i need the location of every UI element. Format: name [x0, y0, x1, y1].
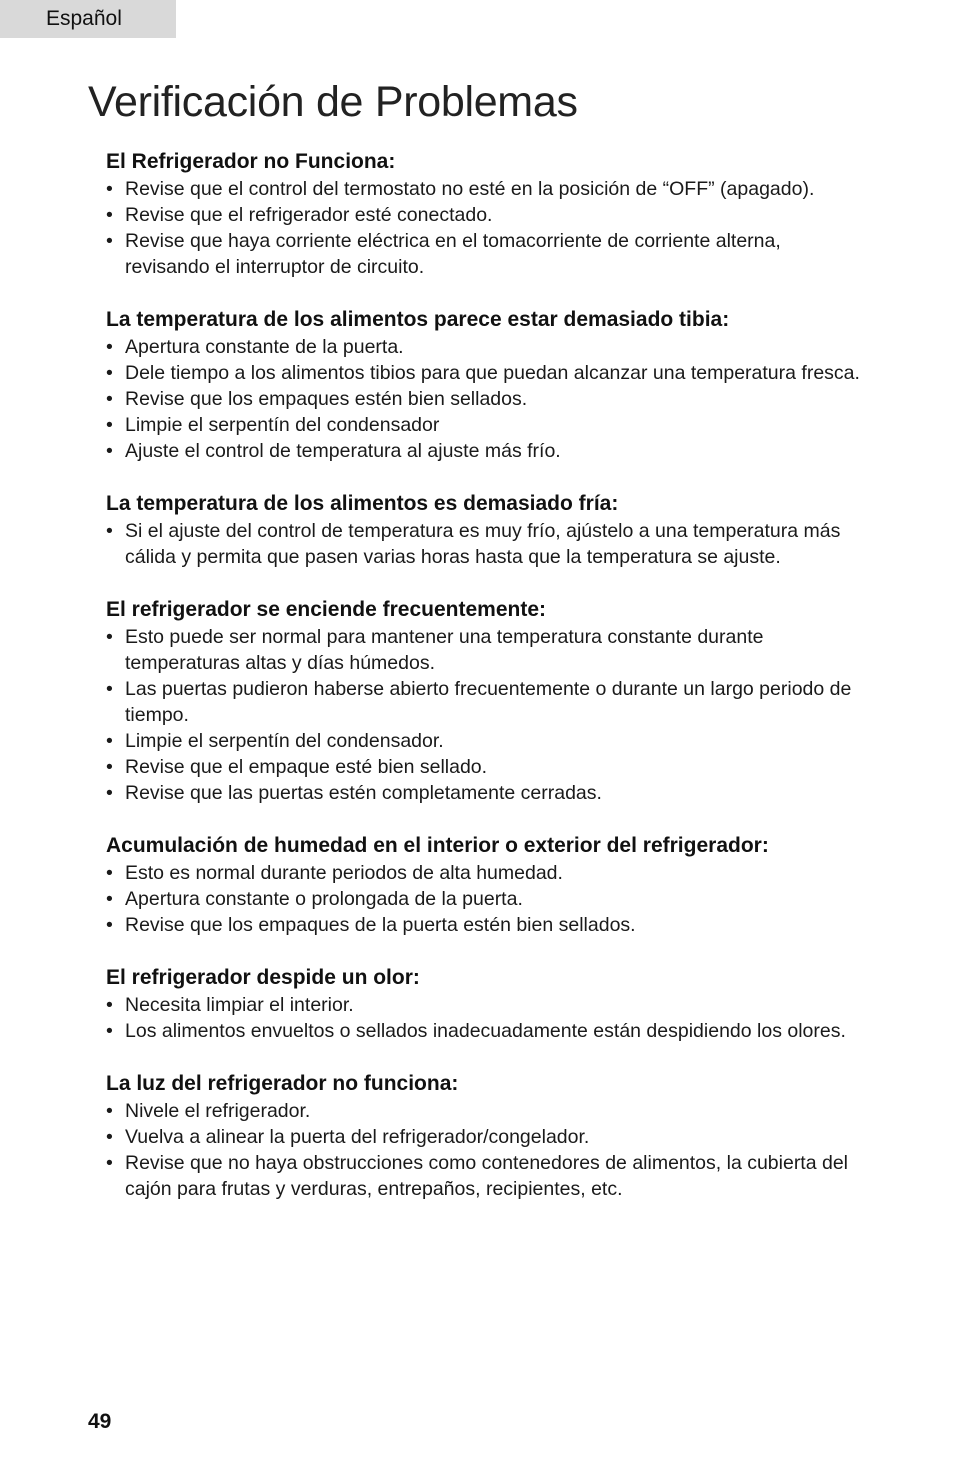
list-item: • Ajuste el control de temperatura al ajuste más frío.	[106, 440, 561, 462]
list-item: • Revise que los empaques de la puerta estén bien sellados.	[106, 914, 636, 936]
list-item: • Si el ajuste del control de temperatura es muy frío, ajústelo a una temperatura más cálida y permita que pasen varias horas hasta que la temperatura se ajuste.	[106, 520, 841, 568]
section-heading: El refrigerador despide un olor:	[106, 966, 420, 989]
bullet-list	[106, 860, 866, 938]
list-item: • Apertura constante de la puerta.	[106, 336, 404, 358]
section-heading: La temperatura de los alimentos es demasiado fría:	[106, 492, 619, 515]
page-number: 49	[88, 1410, 112, 1433]
list-item: • Revise que el refrigerador esté conectado.	[106, 204, 493, 226]
section-food-too-warm	[106, 306, 866, 464]
page-title: Verificación de Problemas	[88, 78, 578, 126]
list-item: • Revise que haya corriente eléctrica en el tomacorriente de corriente alterna, revisando el interruptor de circuito.	[106, 230, 781, 278]
language-tab: Español	[0, 0, 176, 38]
list-item: • Necesita limpiar el interior.	[106, 994, 354, 1016]
section-heading: Acumulación de humedad en el interior o exterior del refrigerador:	[106, 834, 769, 857]
troubleshooting-content	[106, 148, 866, 1228]
section-heading: La luz del refrigerador no funciona:	[106, 1072, 459, 1095]
section-heading: El Refrigerador no Funciona:	[106, 150, 396, 173]
list-item: • Revise que el control del termostato no esté en la posición de “OFF” (apagado).	[106, 178, 815, 200]
list-item: • Esto es normal durante periodos de alta humedad.	[106, 862, 563, 884]
list-item: • Vuelva a alinear la puerta del refrigerador/congelador.	[106, 1126, 590, 1148]
section-moisture-buildup	[106, 832, 866, 938]
list-item: • Revise que las puertas estén completamente cerradas.	[106, 782, 602, 804]
list-item: • Apertura constante o prolongada de la puerta.	[106, 888, 523, 910]
bullet-list	[106, 176, 866, 280]
list-item: • Limpie el serpentín del condensador	[106, 414, 440, 436]
list-item: • Esto puede ser normal para mantener una temperatura constante durante temperaturas altas y días húmedos.	[106, 626, 764, 674]
section-odor	[106, 964, 866, 1044]
bullet-list	[106, 518, 866, 570]
list-item: • Revise que el empaque esté bien sellado.	[106, 756, 488, 778]
section-turns-on-frequently	[106, 596, 866, 806]
section-refrigerator-not-working	[106, 148, 866, 280]
section-heading: La temperatura de los alimentos parece estar demasiado tibia:	[106, 308, 730, 331]
bullet-list	[106, 334, 866, 464]
list-item: • Los alimentos envueltos o sellados inadecuadamente están despidiendo los olores.	[106, 1020, 846, 1042]
section-heading: El refrigerador se enciende frecuentemente:	[106, 598, 546, 621]
section-food-too-cold	[106, 490, 866, 570]
bullet-list	[106, 1098, 866, 1202]
section-light-not-working	[106, 1070, 866, 1202]
list-item: • Limpie el serpentín del condensador.	[106, 730, 444, 752]
list-item: • Las puertas pudieron haberse abierto frecuentemente o durante un largo periodo de tiempo.	[106, 678, 852, 726]
bullet-list	[106, 624, 866, 806]
bullet-list	[106, 992, 866, 1044]
list-item: • Revise que no haya obstrucciones como contenedores de alimentos, la cubierta del cajón para frutas y verduras, entrepaños, recipientes, etc.	[106, 1152, 849, 1200]
list-item: • Nivele el refrigerador.	[106, 1100, 311, 1122]
list-item: • Revise que los empaques estén bien sellados.	[106, 388, 528, 410]
list-item: • Dele tiempo a los alimentos tibios para que puedan alcanzar una temperatura fresca.	[106, 362, 860, 384]
